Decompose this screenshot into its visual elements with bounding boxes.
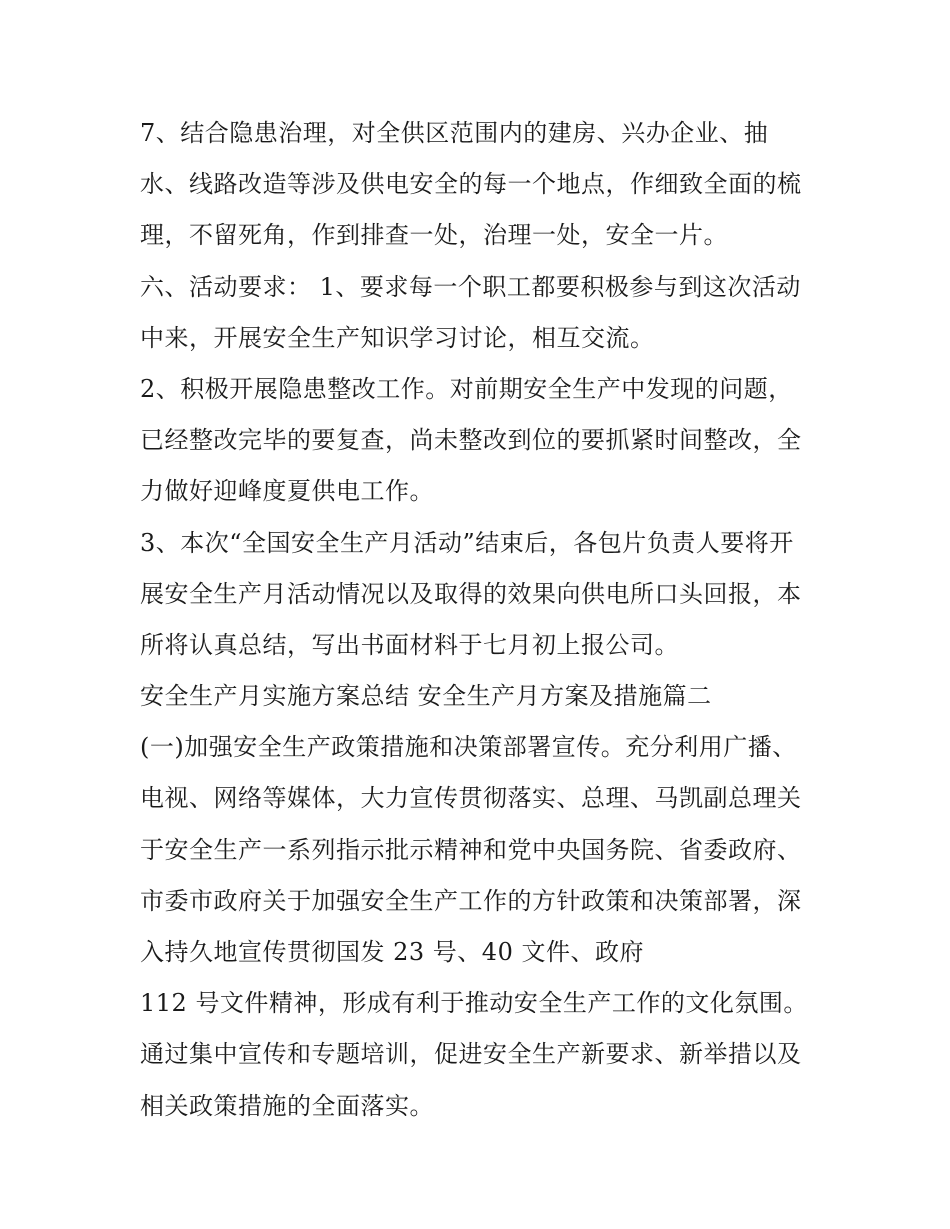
text-line: 3、本次“全国安全生产月活动”结束后，各包片负责人要将开 [140, 528, 794, 557]
document-body [140, 108, 830, 1132]
text-line: 入持久地宣传贯彻国发 23 号、40 文件、政府 [140, 938, 644, 966]
text-line: 市委市政府关于加强安全生产工作的方针政策和决策部署，深 [140, 886, 802, 915]
text-line: 理，不留死角，作到排查一处，治理一处，安全一片。 [140, 221, 728, 250]
text-line: 电视、网络等媒体，大力宣传贯彻落实、总理、马凯副总理关 [140, 784, 802, 813]
text-line: (一)加强安全生产政策措施和决策部署宣传。充分利用广播、 [140, 733, 797, 762]
text-line: 相关政策措施的全面落实。 [140, 1091, 434, 1120]
text-line: 六、活动要求： 1、要求每一个职工都要积极参与到这次活动 [140, 272, 801, 301]
text-line: 112 号文件精神，形成有利于推动安全生产工作的文化氛围。 [140, 989, 808, 1018]
text-line: 所将认真总结，写出书面材料于七月初上报公司。 [140, 630, 679, 659]
text-line: 展安全生产月活动情况以及取得的效果向供电所口头回报，本 [140, 579, 802, 608]
section-heading: 安全生产月实施方案总结 安全生产月方案及措施篇二 [140, 682, 712, 711]
text-line: 于安全生产一系列指示批示精神和党中央国务院、省委政府、 [140, 835, 802, 864]
text-line: 中来，开展安全生产知识学习讨论，相互交流。 [140, 323, 655, 352]
text-line: 7、结合隐患治理，对全供区范围内的建房、兴办企业、抽 [140, 119, 769, 147]
text-line: 通过集中宣传和专题培训，促进安全生产新要求、新举措以及 [140, 1040, 802, 1069]
text-line: 水、线路改造等涉及供电安全的每一个地点，作细致全面的梳 [140, 170, 802, 199]
text-line: 2、积极开展隐患整改工作。对前期安全生产中发现的问题， [140, 374, 793, 403]
text-line: 力做好迎峰度夏供电工作。 [140, 477, 434, 506]
text-line: 已经整改完毕的要复查，尚未整改到位的要抓紧时间整改，全 [140, 426, 802, 455]
